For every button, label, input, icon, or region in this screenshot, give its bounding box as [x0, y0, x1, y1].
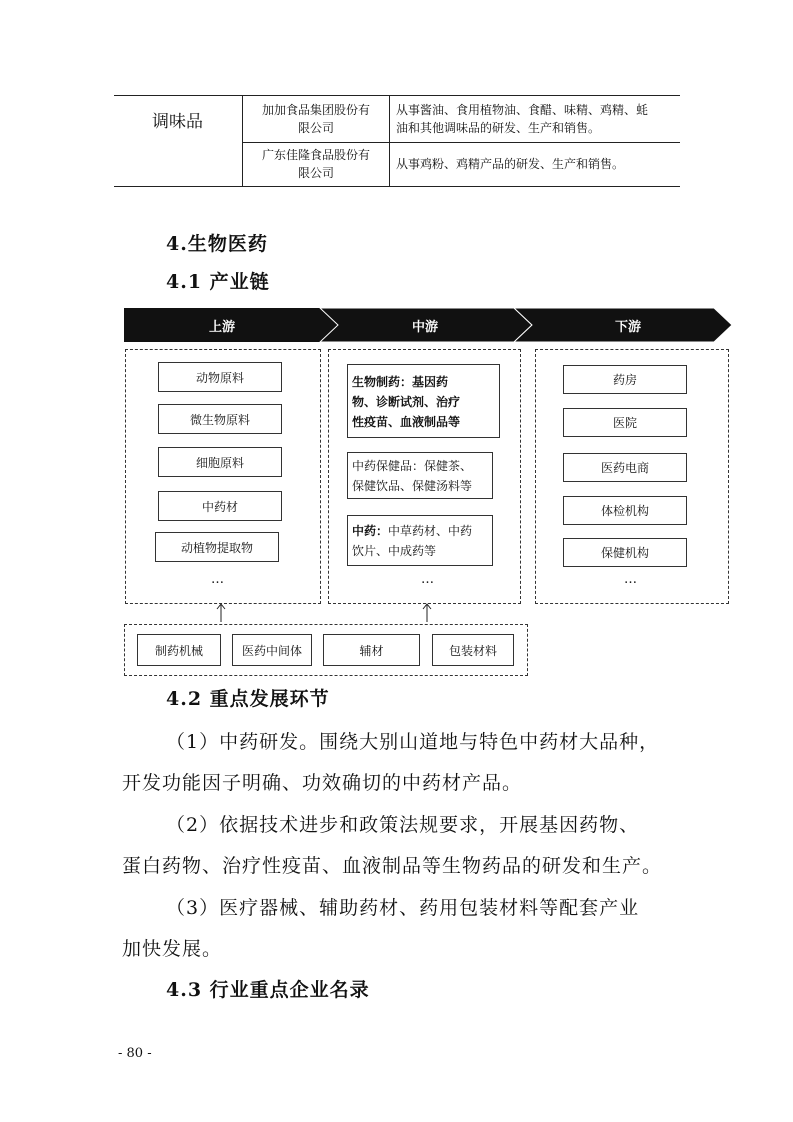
- table-company: 加加食品集团股份有 限公司: [261, 103, 370, 135]
- subsection-title: 4.3 行业重点企业名录: [166, 979, 370, 1001]
- upstream-item: 动物原料: [158, 362, 282, 392]
- subsection-title: 4.1 产业链: [166, 271, 270, 293]
- midstream-item: 中药：中草药材、中药 饮片、中成药等: [347, 515, 493, 566]
- downstream-item: 药房: [563, 365, 687, 394]
- paragraph-line: 加快发展。: [122, 938, 223, 960]
- page-number: - 80 -: [118, 1046, 152, 1061]
- midstream-item: 生物制药：基因药 物、诊断试剂、治疗 性疫苗、血液制品等: [347, 364, 500, 438]
- paragraph-line: （1）中药研发。围绕大别山道地与特色中药材大品种，: [166, 731, 660, 753]
- table-business: 从事酱油、食用植物油、食醋、味精、鸡精、蚝 油和其他调味品的研发、生产和销售。: [396, 103, 649, 135]
- table-category: 调味品: [152, 112, 203, 132]
- downstream-item: 保健机构: [563, 538, 687, 567]
- subsection-title: 4.2 重点发展环节: [166, 688, 330, 710]
- support-item: 制药机械: [137, 634, 221, 666]
- upstream-ellipsis: …: [211, 572, 224, 587]
- midstream-item: 中药保健品：保健茶、 保健饮品、保健汤料等: [347, 452, 493, 499]
- paragraph-line: （2）依据技术进步和政策法规要求，开展基因药物、: [166, 814, 640, 836]
- upstream-item: 中药材: [158, 491, 282, 521]
- support-item: 辅材: [323, 634, 420, 666]
- downstream-item: 医院: [563, 408, 687, 437]
- section-title: 4.生物医药: [166, 233, 268, 255]
- table-business: 从事鸡粉、鸡精产品的研发、生产和销售。: [396, 157, 625, 171]
- midstream-ellipsis: …: [421, 572, 434, 587]
- paragraph-line: 蛋白药物、治疗性疫苗、血液制品等生物药品的研发和生产。: [122, 855, 663, 877]
- table-company: 广东佳隆食品股份有 限公司: [261, 148, 370, 180]
- stage-upstream: 上游: [208, 320, 235, 335]
- downstream-ellipsis: …: [624, 572, 637, 587]
- downstream-item: 医药电商: [563, 453, 687, 482]
- downstream-item: 体检机构: [563, 496, 687, 525]
- stage-midstream: 中游: [411, 320, 438, 335]
- upstream-item: 动植物提取物: [155, 532, 279, 562]
- upstream-item: 微生物原料: [158, 404, 282, 434]
- paragraph-line: 开发功能因子明确、功效确切的中药材产品。: [122, 772, 523, 794]
- paragraph-line: （3）医疗器械、辅助药材、药用包装材料等配套产业: [166, 897, 640, 919]
- up-arrow-icon: [214, 603, 228, 623]
- up-arrow-icon: [420, 603, 434, 623]
- support-item: 包装材料: [432, 634, 514, 666]
- stage-downstream: 下游: [614, 320, 641, 335]
- support-item: 医药中间体: [232, 634, 312, 666]
- upstream-item: 细胞原料: [158, 447, 282, 477]
